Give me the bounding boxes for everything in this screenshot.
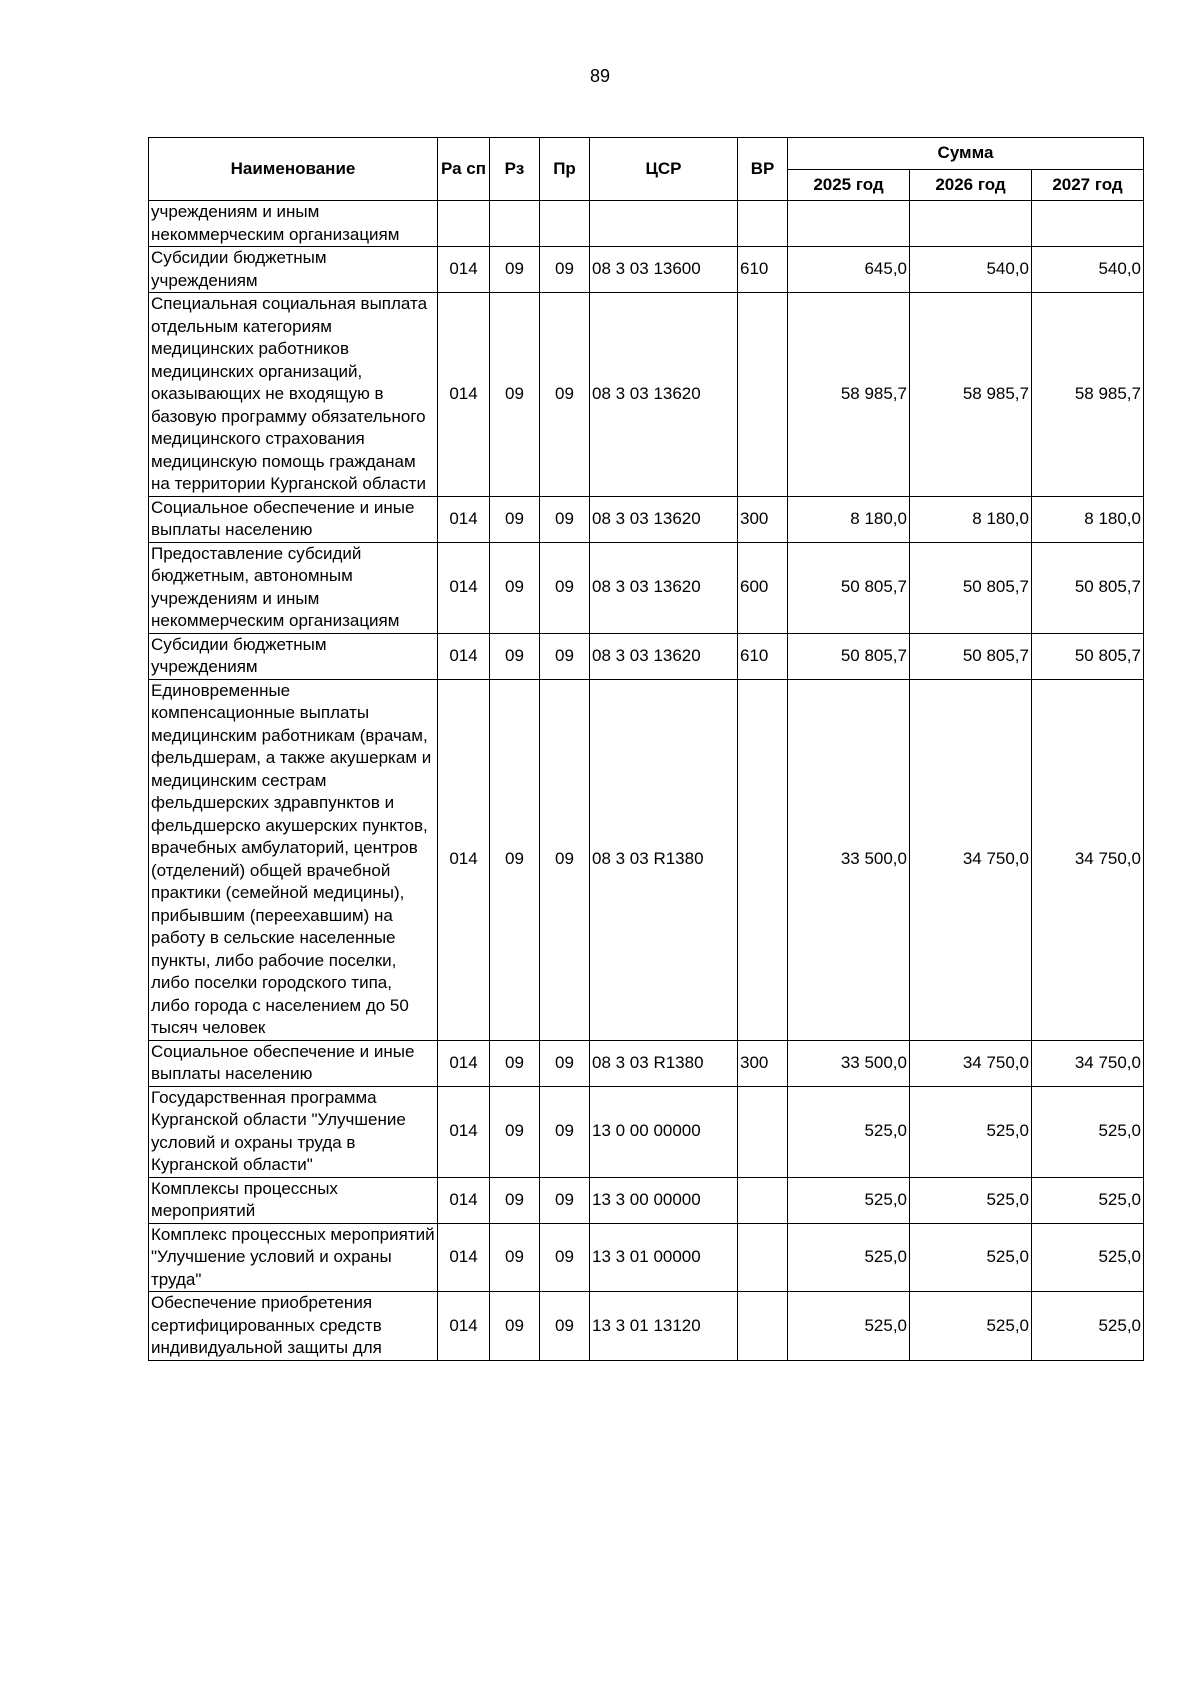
cell-rasp: 014 xyxy=(438,633,490,679)
page-number: 89 xyxy=(589,66,611,86)
cell-name: Комплекс процессных мероприятий "Улучшение условий и охраны труда" xyxy=(149,1223,438,1292)
table-row xyxy=(149,1086,1144,1177)
cell-2026: 34 750,0 xyxy=(910,1040,1032,1086)
cell-pr: 09 xyxy=(540,1223,590,1292)
cell-csr: 08 3 03 R1380 xyxy=(590,679,738,1040)
cell-pr: 09 xyxy=(540,679,590,1040)
cell-vr: 300 xyxy=(738,1040,788,1086)
budget-table xyxy=(148,137,1144,1361)
table-row xyxy=(149,542,1144,633)
cell-2025 xyxy=(788,201,910,247)
header-pr: Пр xyxy=(540,138,590,201)
table-row xyxy=(149,1223,1144,1292)
cell-2026: 50 805,7 xyxy=(910,542,1032,633)
cell-vr xyxy=(738,293,788,497)
table-row xyxy=(149,201,1144,247)
cell-rasp: 014 xyxy=(438,1086,490,1177)
cell-2025: 8 180,0 xyxy=(788,496,910,542)
cell-rasp: 014 xyxy=(438,496,490,542)
cell-2026: 525,0 xyxy=(910,1223,1032,1292)
cell-2025: 58 985,7 xyxy=(788,293,910,497)
cell-name: Предоставление субсидий бюджетным, автономным учреждениям и иным некоммерческим организациям xyxy=(149,542,438,633)
cell-rz: 09 xyxy=(490,1086,540,1177)
cell-rz: 09 xyxy=(490,1040,540,1086)
table-row xyxy=(149,1292,1144,1361)
cell-csr: 08 3 03 13620 xyxy=(590,542,738,633)
cell-rz: 09 xyxy=(490,1177,540,1223)
cell-csr: 08 3 03 13620 xyxy=(590,496,738,542)
cell-2026: 540,0 xyxy=(910,247,1032,293)
table-header xyxy=(149,138,1144,201)
cell-vr xyxy=(738,679,788,1040)
cell-2027: 540,0 xyxy=(1032,247,1144,293)
cell-vr: 610 xyxy=(738,633,788,679)
cell-pr xyxy=(540,201,590,247)
cell-2027: 50 805,7 xyxy=(1032,542,1144,633)
cell-pr: 09 xyxy=(540,1292,590,1361)
cell-2027: 34 750,0 xyxy=(1032,1040,1144,1086)
cell-2026: 50 805,7 xyxy=(910,633,1032,679)
cell-rz: 09 xyxy=(490,293,540,497)
cell-pr: 09 xyxy=(540,633,590,679)
table-body xyxy=(149,201,1144,1361)
cell-rz xyxy=(490,201,540,247)
cell-csr: 13 3 00 00000 xyxy=(590,1177,738,1223)
cell-2025: 525,0 xyxy=(788,1177,910,1223)
cell-rasp: 014 xyxy=(438,1223,490,1292)
header-sum: Сумма xyxy=(788,138,1144,170)
cell-rz: 09 xyxy=(490,542,540,633)
cell-rasp: 014 xyxy=(438,679,490,1040)
cell-pr: 09 xyxy=(540,1177,590,1223)
cell-2026: 525,0 xyxy=(910,1086,1032,1177)
cell-csr: 08 3 03 13620 xyxy=(590,293,738,497)
cell-pr: 09 xyxy=(540,1086,590,1177)
cell-2027: 8 180,0 xyxy=(1032,496,1144,542)
cell-vr: 610 xyxy=(738,247,788,293)
cell-name: Специальная социальная выплата отдельным категориям медицинских работников медицинских организаций, оказывающих не входящую в базовую программу обязательного медицинского страхования медицинскую помощь гражданам на территории Курганской области xyxy=(149,293,438,497)
cell-2027: 525,0 xyxy=(1032,1177,1144,1223)
header-vr: ВР xyxy=(738,138,788,201)
cell-name: Социальное обеспечение и иные выплаты населению xyxy=(149,1040,438,1086)
cell-rasp: 014 xyxy=(438,542,490,633)
cell-name: Субсидии бюджетным учреждениям xyxy=(149,633,438,679)
cell-rz: 09 xyxy=(490,1223,540,1292)
cell-rz: 09 xyxy=(490,247,540,293)
cell-csr: 13 3 01 00000 xyxy=(590,1223,738,1292)
cell-rasp: 014 xyxy=(438,247,490,293)
cell-vr xyxy=(738,201,788,247)
cell-2027: 525,0 xyxy=(1032,1223,1144,1292)
cell-2027: 525,0 xyxy=(1032,1292,1144,1361)
cell-2026: 58 985,7 xyxy=(910,293,1032,497)
cell-2026 xyxy=(910,201,1032,247)
header-year-2025: 2025 год xyxy=(788,169,910,201)
cell-vr xyxy=(738,1086,788,1177)
cell-vr: 300 xyxy=(738,496,788,542)
cell-2026: 525,0 xyxy=(910,1292,1032,1361)
cell-rasp xyxy=(438,201,490,247)
cell-name: учреждениям и иным некоммерческим организациям xyxy=(149,201,438,247)
cell-rasp: 014 xyxy=(438,293,490,497)
cell-2027 xyxy=(1032,201,1144,247)
header-year-2026: 2026 год xyxy=(910,169,1032,201)
header-rasp: Ра сп xyxy=(438,138,490,201)
cell-csr: 13 3 01 13120 xyxy=(590,1292,738,1361)
cell-vr xyxy=(738,1223,788,1292)
cell-pr: 09 xyxy=(540,542,590,633)
cell-2025: 525,0 xyxy=(788,1292,910,1361)
cell-2025: 50 805,7 xyxy=(788,542,910,633)
header-csr: ЦСР xyxy=(590,138,738,201)
cell-pr: 09 xyxy=(540,496,590,542)
cell-csr: 08 3 03 13600 xyxy=(590,247,738,293)
cell-rasp: 014 xyxy=(438,1292,490,1361)
table-row xyxy=(149,633,1144,679)
cell-2025: 33 500,0 xyxy=(788,1040,910,1086)
cell-pr: 09 xyxy=(540,1040,590,1086)
cell-2025: 645,0 xyxy=(788,247,910,293)
cell-csr: 08 3 03 13620 xyxy=(590,633,738,679)
cell-2027: 34 750,0 xyxy=(1032,679,1144,1040)
cell-name: Обеспечение приобретения сертифицированных средств индивидуальной защиты для xyxy=(149,1292,438,1361)
cell-vr: 600 xyxy=(738,542,788,633)
cell-2025: 50 805,7 xyxy=(788,633,910,679)
cell-rz: 09 xyxy=(490,496,540,542)
table-row xyxy=(149,247,1144,293)
cell-vr xyxy=(738,1177,788,1223)
cell-name: Комплексы процессных мероприятий xyxy=(149,1177,438,1223)
cell-rasp: 014 xyxy=(438,1177,490,1223)
cell-2027: 58 985,7 xyxy=(1032,293,1144,497)
cell-csr xyxy=(590,201,738,247)
cell-name: Единовременные компенсационные выплаты медицинским работникам (врачам, фельдшерам, а также акушеркам и медицинским сестрам фельдшерских здравпунктов и фельдшерско акушерских пунктов, врачебных амбулаторий, центров (отделений) общей врачебной практики (семейной медицины), прибывшим (переехавшим) на работу в сельские населенные пункты, либо рабочие поселки, либо поселки городского типа, либо города с населением до 50 тысяч человек xyxy=(149,679,438,1040)
table-row xyxy=(149,293,1144,497)
header-name: Наименование xyxy=(149,138,438,201)
cell-2025: 525,0 xyxy=(788,1086,910,1177)
cell-name: Социальное обеспечение и иные выплаты населению xyxy=(149,496,438,542)
cell-2026: 8 180,0 xyxy=(910,496,1032,542)
cell-2027: 525,0 xyxy=(1032,1086,1144,1177)
table-row xyxy=(149,1040,1144,1086)
header-rz: Рз xyxy=(490,138,540,201)
cell-pr: 09 xyxy=(540,247,590,293)
cell-rz: 09 xyxy=(490,633,540,679)
cell-vr xyxy=(738,1292,788,1361)
cell-name: Субсидии бюджетным учреждениям xyxy=(149,247,438,293)
cell-rz: 09 xyxy=(490,679,540,1040)
cell-2027: 50 805,7 xyxy=(1032,633,1144,679)
table-row xyxy=(149,496,1144,542)
cell-2025: 525,0 xyxy=(788,1223,910,1292)
cell-name: Государственная программа Курганской области "Улучшение условий и охраны труда в Курганской области" xyxy=(149,1086,438,1177)
cell-rz: 09 xyxy=(490,1292,540,1361)
table-row xyxy=(149,679,1144,1040)
cell-csr: 08 3 03 R1380 xyxy=(590,1040,738,1086)
header-year-2027: 2027 год xyxy=(1032,169,1144,201)
cell-2026: 525,0 xyxy=(910,1177,1032,1223)
cell-pr: 09 xyxy=(540,293,590,497)
cell-rasp: 014 xyxy=(438,1040,490,1086)
cell-csr: 13 0 00 00000 xyxy=(590,1086,738,1177)
cell-2026: 34 750,0 xyxy=(910,679,1032,1040)
cell-2025: 33 500,0 xyxy=(788,679,910,1040)
table-row xyxy=(149,1177,1144,1223)
